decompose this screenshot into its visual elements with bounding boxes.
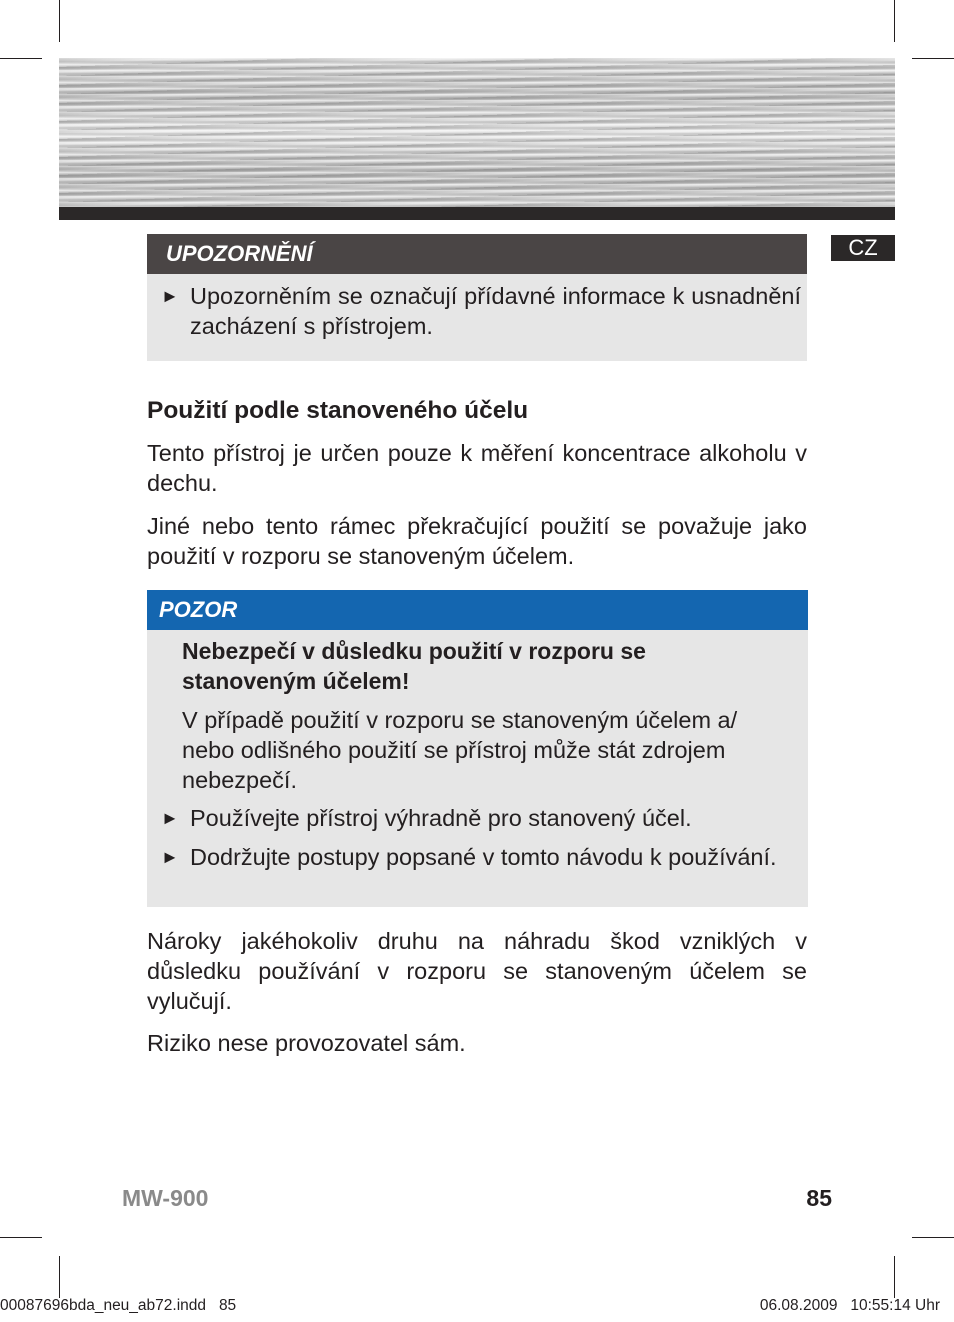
notice-bullet	[161, 281, 801, 341]
header-bar	[59, 207, 895, 220]
crop-mark	[894, 1256, 895, 1298]
closing-paragraph: Nároky jakéhokoliv druhu na náhradu škod vzniklých v důsledku používání v rozporu se stanoveným účelem se vylučují.	[147, 928, 807, 1014]
warning-bullet	[161, 842, 801, 872]
crop-mark	[59, 0, 60, 42]
warning-bullet-text: Používejte přístroj výhradně pro stanovený účel.	[190, 805, 692, 831]
print-slug-timestamp: 06.08.2009 10:55:14 Uhr	[759, 1297, 940, 1314]
crop-mark	[912, 58, 954, 59]
page-number: 85	[806, 1185, 832, 1211]
notice-title: UPOZORNĚNÍ	[147, 234, 807, 274]
warning-title: POZOR	[147, 590, 808, 630]
notice-bullet-text: Upozorněním se označují přídavné informace k usnadnění zacházení s přístrojem.	[190, 283, 801, 339]
crop-mark	[0, 1237, 42, 1238]
danger-text: V případě použití v rozporu se stanoveným účelem a/ nebo odlišného použití se přístroj může stát zdrojem nebezpečí.	[182, 707, 738, 793]
notice-box	[147, 234, 807, 361]
warning-bullet-text: Dodržujte postupy popsané v tomto návodu k používání.	[190, 844, 777, 870]
language-tab: CZ	[831, 235, 895, 261]
crop-mark	[894, 0, 895, 42]
crop-mark	[0, 58, 42, 59]
header-banner	[59, 58, 895, 208]
warning-box	[147, 590, 808, 907]
bullet-triangle-icon: ►	[161, 847, 179, 867]
section-heading: Použití podle stanoveného účelu	[147, 397, 529, 424]
footer-model: MW-900	[122, 1185, 209, 1211]
crop-mark	[59, 1256, 60, 1298]
bullet-triangle-icon: ►	[161, 286, 179, 306]
crop-mark	[912, 1237, 954, 1238]
closing-paragraph: Riziko nese provozovatel sám.	[147, 1030, 466, 1056]
print-slug-file: 00087696bda_neu_ab72.indd 85	[0, 1297, 237, 1314]
bullet-triangle-icon: ►	[161, 808, 179, 828]
danger-heading: Nebezpečí v důsledku použití v rozporu se stanoveným účelem!	[182, 638, 646, 694]
section-paragraph: Tento přístroj je určen pouze k měření koncentrace alkoholu v dechu.	[147, 440, 807, 496]
warning-bullet	[161, 803, 801, 833]
section-paragraph: Jiné nebo tento rámec překračující použití se považuje jako použití v rozporu se stanoveným účelem.	[147, 513, 807, 569]
